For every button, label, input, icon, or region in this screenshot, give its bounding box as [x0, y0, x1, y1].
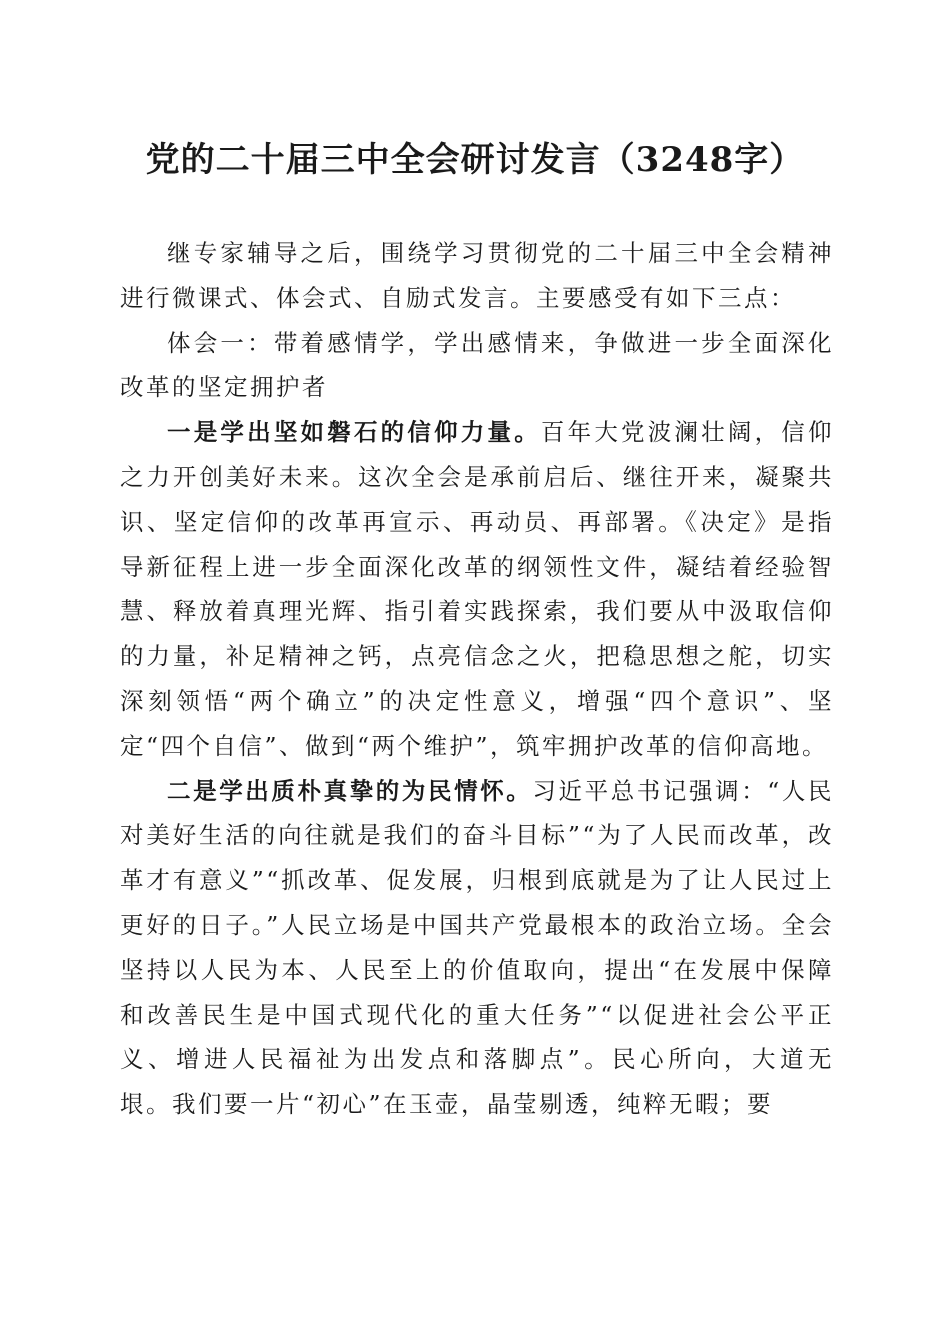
document-body [120, 231, 834, 1127]
paragraph-text: 习近平总书记强调：“人民对美好生活的向往就是我们的奋斗目标”“为了人民而改革，改革才有意义”“抓改革、促发展，归根到底就是为了让人民过上更好的日子。”人民立场是中国共产党最根本的政治立场。全会坚持以人民为本、人民至上的价值取向，提出“在发展中保障和改善民生是中国式现代化的重大任务”“以促进社会公平正义、增进人民福祉为出发点和落脚点”。民心所向，大道无垠。我们要一片“初心”在玉壶，晶莹剔透，纯粹无暇；要 [120, 776, 835, 1119]
paragraph-lead: 一是学出坚如磐石的信仰力量。 [167, 418, 541, 447]
paragraph-text: 百年大党波澜壮阔，信仰之力开创美好未来。这次全会是承前启后、继往开来，凝聚共识、坚定信仰的改革再宣示、再动员、再部署。《决定》是指导新征程上进一步全面深化改革的纲领性文件，凝结着经验智慧、释放着真理光辉、指引着实践探索，我们要从中汲取信仰的力量，补足精神之钙，点亮信念之火，把稳思想之舵，切实深刻领悟“两个确立”的决定性意义，增强“四个意识”、坚定“四个自信”、做到“两个维护”，筑牢拥护改革的信仰高地。 [120, 418, 835, 760]
paragraph-point-one [120, 410, 834, 768]
document-title: 党的二十届三中全会研讨发言（3248字） [145, 140, 805, 180]
paragraph-text: 体会一：带着感情学，学出感情来，争做进一步全面深化改革的坚定拥护者 [120, 328, 834, 402]
paragraph-lead: 二是学出质朴真挚的为民情怀。 [167, 776, 533, 805]
paragraph-text: 继专家辅导之后，围绕学习贯彻党的二十届三中全会精神进行微课式、体会式、自励式发言。主要感受有如下三点： [120, 239, 834, 312]
paragraph-intro [120, 231, 834, 321]
paragraph-heading-one [120, 321, 834, 411]
paragraph-point-two [120, 769, 834, 1127]
